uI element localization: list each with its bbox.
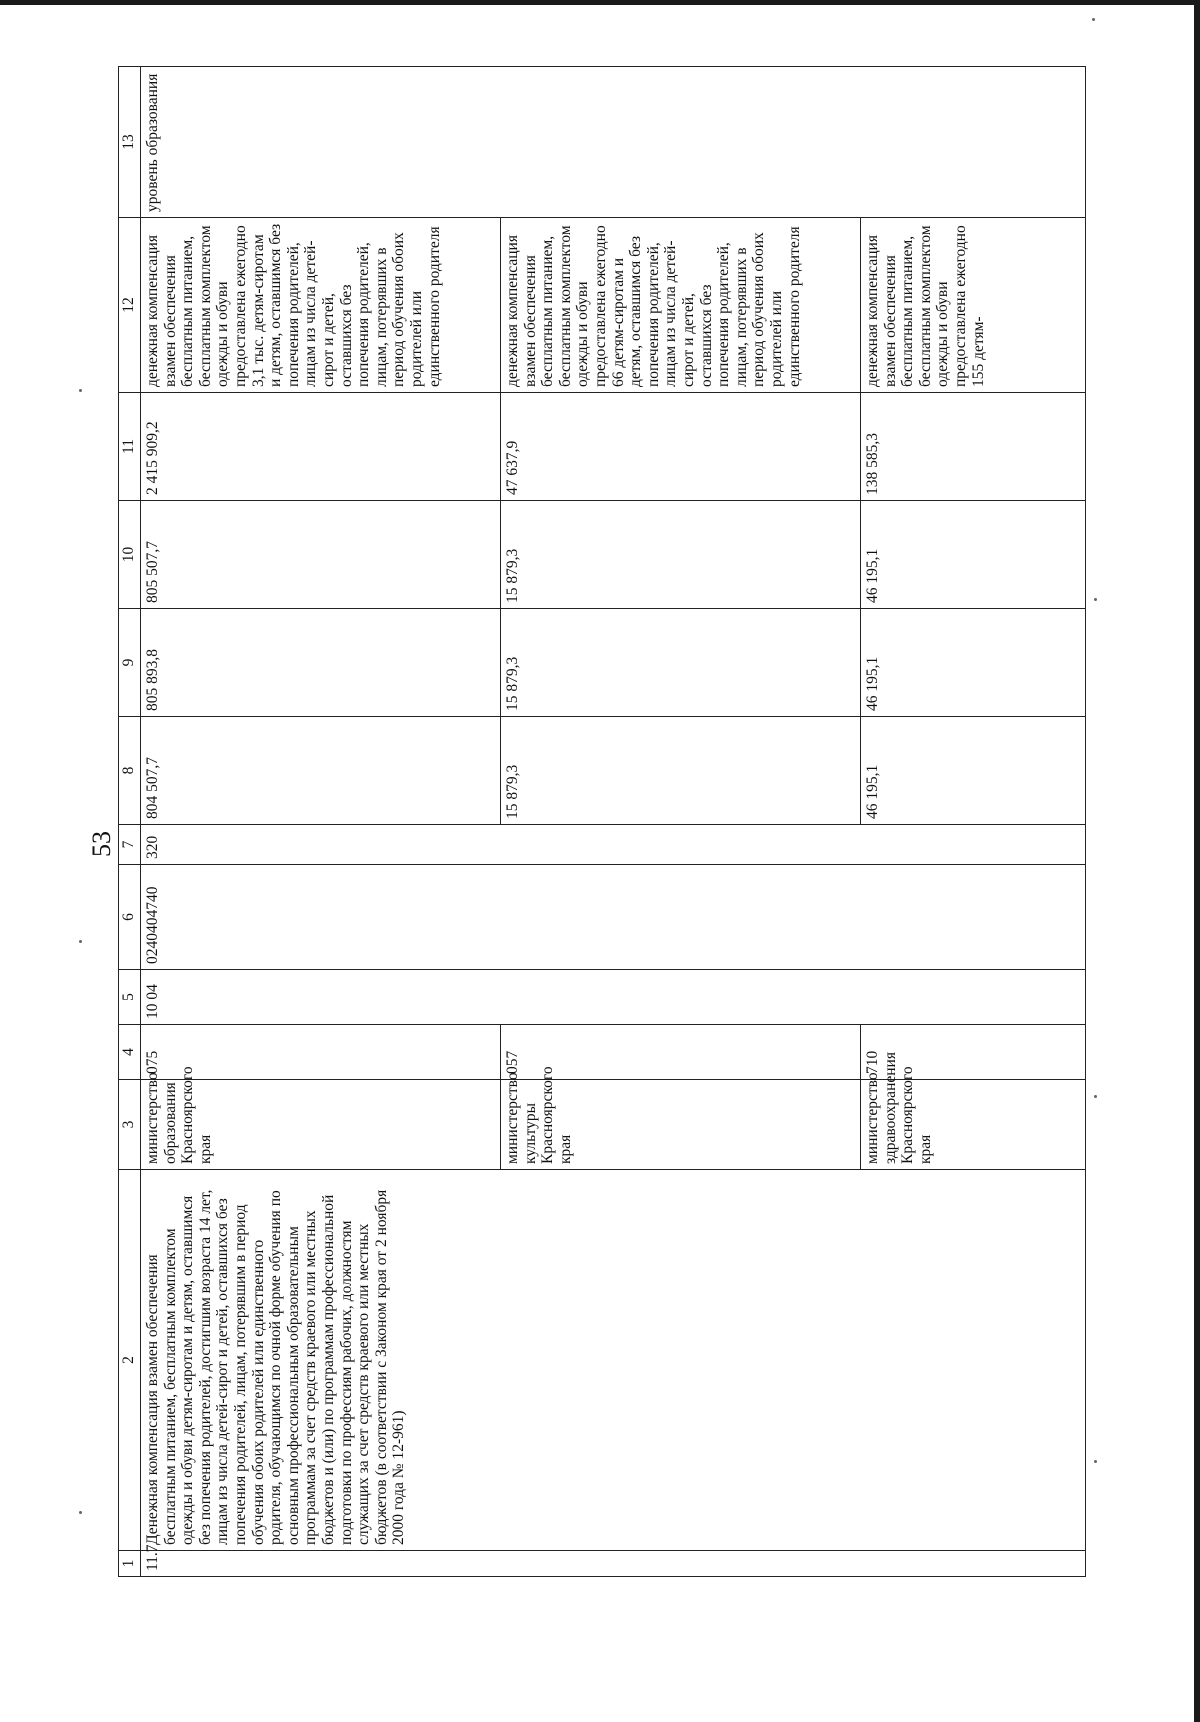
column-header: 11 [119, 393, 141, 501]
column-header: 6 [119, 865, 141, 970]
row-number-cell: 11.7 [141, 1551, 1086, 1577]
table-row [501, 67, 861, 1577]
header-row [119, 67, 141, 1577]
amount-col10-cell: 805 507,7 [141, 501, 501, 609]
scan-speck [79, 940, 82, 943]
budget-table [118, 66, 1086, 1577]
row-name-cell: Денежная компенсация взамен обеспечения бесплатным питанием, бесплатным комплектом одежды и обуви детям-сиротам и детям, оставшимся без попечения родителей, достигшим возраста 14 лет, лицам из числа детей-сирот и детей, оставшихся без попечения родителей, лицам, потерявшим в период обучения обоих родителей или единственного родителя, обучающимся по очной форме обучения по основным профессиональным образовательным программам за счет средств краевого или местных бюджетов и (или) по программам профессиональной подготовки по профессиям рабочих, должностям служащих за счет средств краевого или местных бюджетов (в соответствии с Законом края от 2 ноября 2000 года № 12-961) [141, 1170, 501, 1551]
column-header: 2 [119, 1170, 141, 1551]
result-description-cell: денежная компенсация взамен обеспечения бесплатным питанием, бесплатным комплектом одежды и обуви предоставлена ежегодно 155 детям- [861, 218, 1086, 393]
column-header: 12 [119, 218, 141, 393]
expense-kind-cell: 320 [141, 825, 1086, 865]
scan-top-border [0, 0, 1200, 5]
scan-right-border [1194, 0, 1200, 1722]
scan-speck [1092, 18, 1095, 21]
ministry-code-cell: 057 [501, 1025, 861, 1080]
amount-col10-cell: 15 879,3 [501, 501, 861, 609]
amount-col11-cell: 2 415 909,2 [141, 393, 501, 501]
amount-col11-cell: 138 585,3 [861, 393, 1086, 501]
amount-col8-cell: 46 195,1 [861, 717, 1086, 825]
row-name-continuation [501, 1170, 861, 1551]
amount-col9-cell: 46 195,1 [861, 609, 1086, 717]
section-code-cell: 10 04 [141, 970, 1086, 1025]
ministry-cell: министерство культуры Красноярского края [501, 1080, 861, 1170]
scan-speck [79, 389, 82, 392]
result-description-cell: денежная компенсация взамен обеспечения бесплатным питанием, бесплатным комплектом одежды и обуви предоставлена ежегодно 66 детям-сиротам и детям, оставшимся без попечения родителей, лицам из числа детей-сирот и детей, оставшихся без попечения родителей, лицам, потерявших в период обучения обоих родителей или единственного родителя [501, 218, 861, 393]
ministry-cell: министерство здравоохранения Красноярского края [861, 1080, 1086, 1170]
target-code-cell: 0240404740 [141, 865, 1086, 970]
column-header: 10 [119, 501, 141, 609]
table-row [141, 67, 501, 1577]
amount-col9-cell: 805 893,8 [141, 609, 501, 717]
page-number: 53 [87, 831, 116, 857]
result-indicator-cell: уровень образования [141, 67, 1086, 218]
scan-speck [79, 1511, 82, 1514]
column-header: 8 [119, 717, 141, 825]
amount-col8-cell: 804 507,7 [141, 717, 501, 825]
amount-col11-cell: 47 637,9 [501, 393, 861, 501]
amount-col8-cell: 15 879,3 [501, 717, 861, 825]
scan-speck [1094, 1460, 1097, 1463]
table-row [861, 67, 1086, 1577]
scan-speck [1094, 598, 1097, 601]
ministry-code-cell: 710 [861, 1025, 1086, 1080]
column-header: 3 [119, 1080, 141, 1170]
amount-col10-cell: 46 195,1 [861, 501, 1086, 609]
column-header: 7 [119, 825, 141, 865]
column-header: 13 [119, 67, 141, 218]
column-header: 1 [119, 1551, 141, 1577]
row-name-continuation [861, 1170, 1086, 1551]
column-header: 9 [119, 609, 141, 717]
column-header: 5 [119, 970, 141, 1025]
table-container [118, 67, 1086, 1577]
amount-col9-cell: 15 879,3 [501, 609, 861, 717]
ministry-code-cell: 075 [141, 1025, 501, 1080]
column-header: 4 [119, 1025, 141, 1080]
ministry-cell: министерство образования Красноярского края [141, 1080, 501, 1170]
result-description-cell: денежная компенсация взамен обеспечения бесплатным питанием, бесплатным комплектом одежды и обуви предоставлена ежегодно 3,1 тыс. детям-сиротам и детям, оставшимся без попечения родителей, лицам из числа детей-сирот и детей, оставшихся без попечения родителей, лицам, потерявших в период обучения обоих родителей или единственного родителя [141, 218, 501, 393]
scan-speck [1094, 1095, 1097, 1098]
